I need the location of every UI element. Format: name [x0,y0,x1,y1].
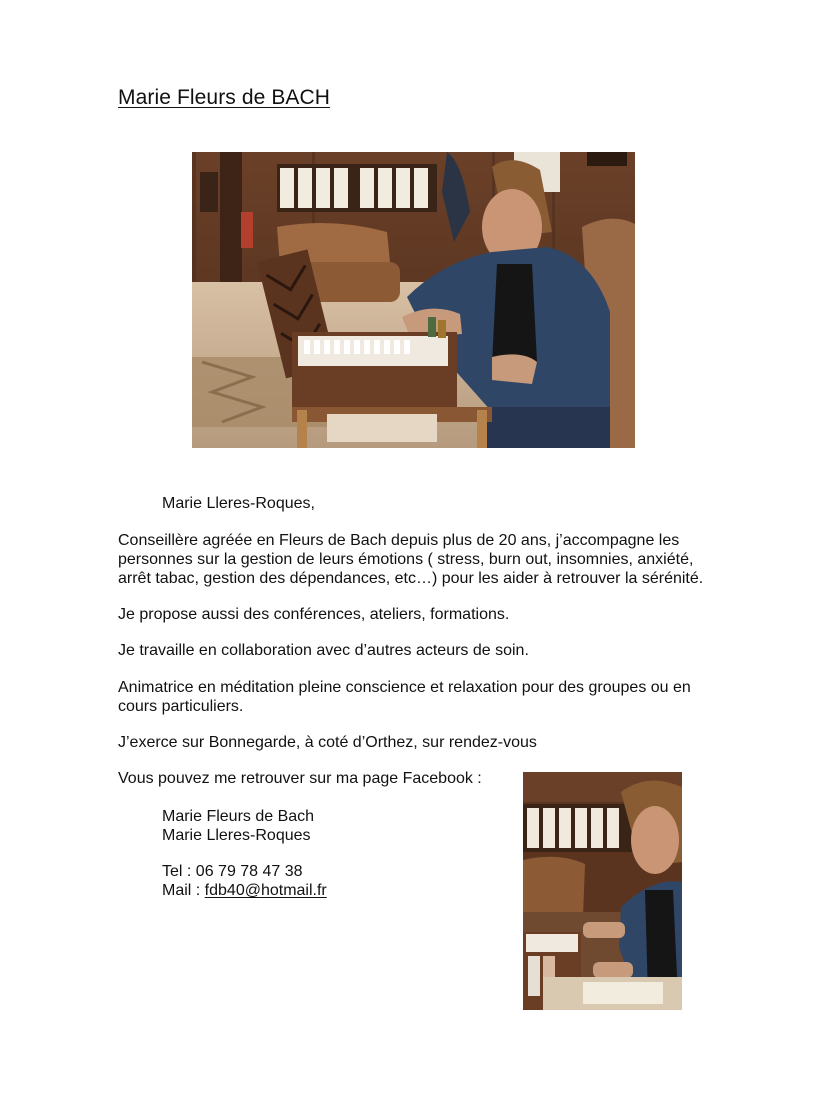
page-title: Marie Fleurs de BACH [118,86,331,109]
facebook-page-2: Marie Lleres-Roques [162,827,311,844]
main-photo-illustration [192,152,635,448]
small-photo-woman-preparing-remedy [523,772,682,1010]
facebook-line: Vous pouvez me retrouver sur ma page Facebook : [118,770,482,787]
facebook-page-1: Marie Fleurs de Bach [162,808,315,825]
paragraph-1-line-1: Conseillère agréée en Fleurs de Bach depuis plus de 20 ans, j’accompagne les [118,532,680,549]
intro-name: Marie Lleres-Roques, [162,495,315,512]
mail-line [162,881,327,900]
paragraph-4-line-2: cours particuliers. [118,698,244,715]
paragraph-5: J’exerce sur Bonnegarde, à coté d’Orthez, sur rendez-vous [118,734,537,751]
paragraph-3: Je travaille en collaboration avec d’autres acteurs de soin. [118,642,529,659]
telephone-number: 06 79 78 47 38 [195,863,303,880]
paragraph-1-line-3: arrêt tabac, gestion des dépendances, etc…) pour les aider à retrouver la sérénité. [118,570,704,587]
paragraph-4-line-1: Animatrice en méditation pleine conscience et relaxation pour des groupes ou en [118,679,691,696]
paragraph-2: Je propose aussi des conférences, ateliers, formations. [118,606,510,623]
small-photo-illustration [523,772,682,1010]
telephone-label: Tel : [162,863,196,880]
email-link[interactable]: fdb40@hotmail.fr [204,882,327,899]
main-photo-woman-with-flower-remedy-box [192,152,635,448]
mail-label: Mail : [162,882,205,899]
paragraph-1-line-2: personnes sur la gestion de leurs émotions ( stress, burn out, insomnies, anxiété, [118,551,694,568]
telephone-line [162,862,303,881]
